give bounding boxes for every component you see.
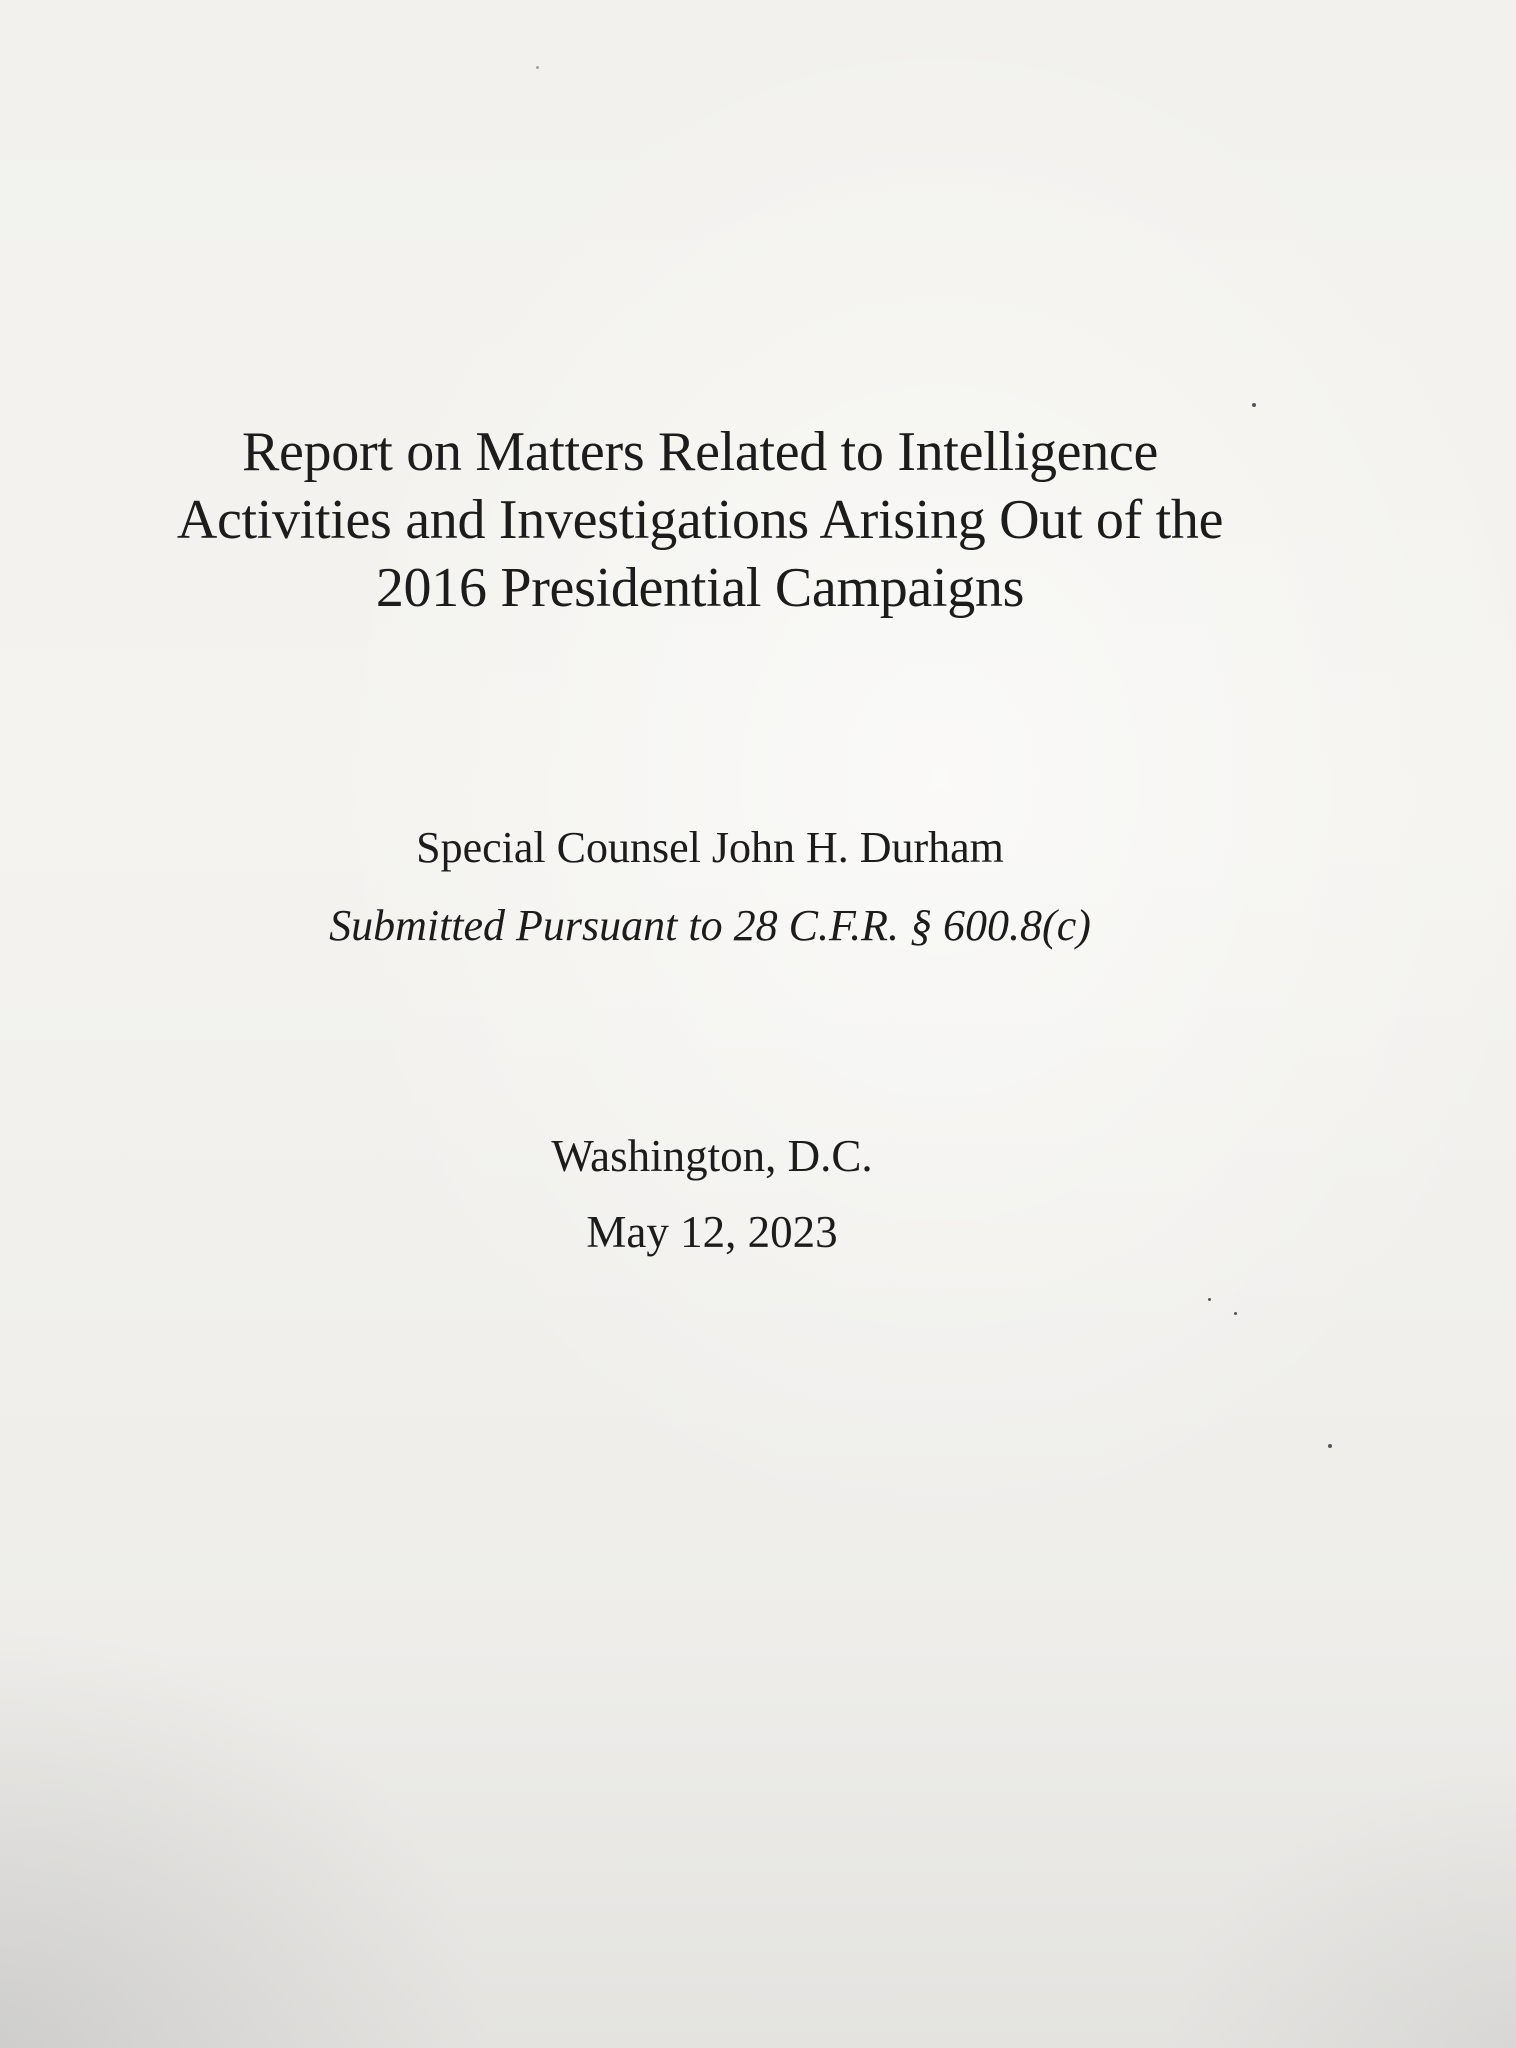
paper-speck bbox=[1252, 403, 1256, 407]
paper-speck bbox=[536, 66, 539, 69]
author-line: Special Counsel John H. Durham bbox=[416, 823, 1004, 872]
pursuant-line: Submitted Pursuant to 28 C.F.R. § 600.8(c) bbox=[329, 901, 1091, 950]
report-title-line-3: 2016 Presidential Campaigns bbox=[375, 557, 1025, 619]
paper-speck bbox=[1208, 1298, 1211, 1301]
report-title-line-2: Activities and Investigations Arising Out of the bbox=[176, 489, 1224, 551]
report-title bbox=[0, 418, 1400, 622]
place-line: Washington, D.C. bbox=[551, 1131, 873, 1181]
paper-speck bbox=[1234, 1312, 1237, 1315]
date-line: May 12, 2023 bbox=[586, 1207, 838, 1257]
report-title-line-1: Report on Matters Related to Intelligence bbox=[241, 421, 1159, 483]
paper-speck bbox=[1328, 1444, 1332, 1448]
